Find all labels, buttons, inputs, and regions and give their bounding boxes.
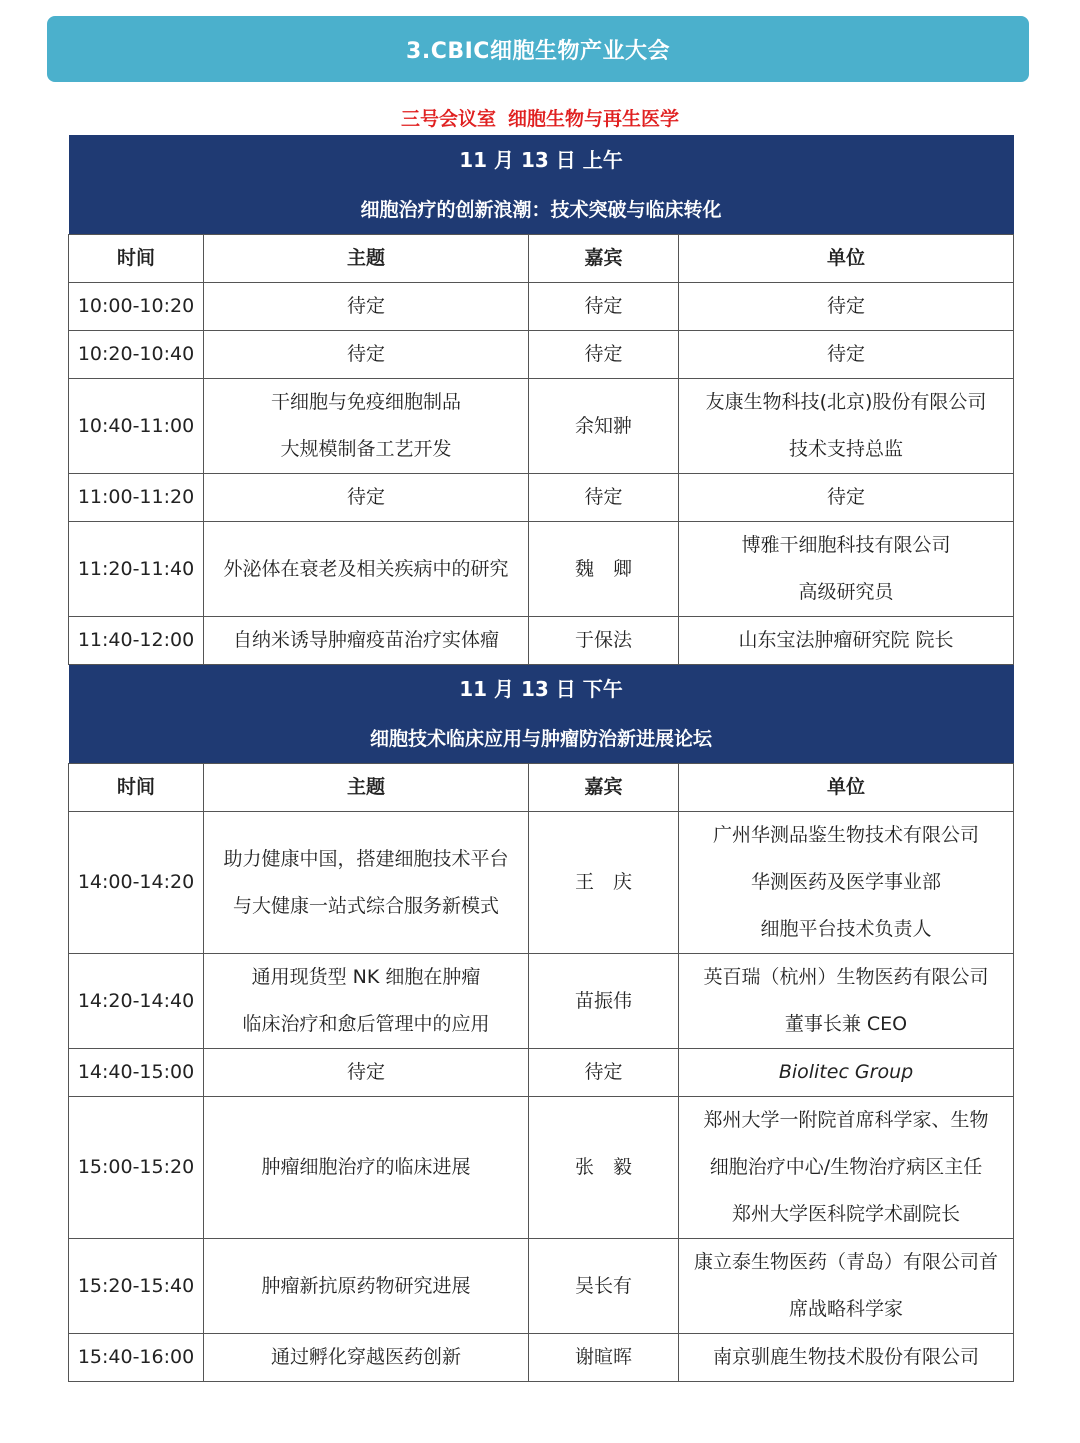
- time-cell: 10:40-11:00: [69, 379, 204, 474]
- table-header-row: [69, 235, 1014, 283]
- topic-cell: [204, 812, 529, 954]
- speaker-cell: 吴长有: [529, 1239, 679, 1334]
- session-title: 细胞治疗的创新浪潮：技术突破与临床转化: [69, 186, 1014, 235]
- time-cell: 15:20-15:40: [69, 1239, 204, 1334]
- table-row: [69, 474, 1014, 522]
- session-date-band: [69, 665, 1014, 715]
- org-cell: [679, 1097, 1014, 1239]
- speaker-cell: 王 庆: [529, 812, 679, 954]
- session-date: 11 月 13 日 上午: [69, 136, 1014, 186]
- org-cell-line: 英百瑞（杭州）生物医药有限公司: [703, 966, 989, 988]
- org-cell-line: 细胞治疗中心/生物治疗病区主任: [709, 1156, 983, 1178]
- topic-cell-line: 通过孵化穿越医药创新: [270, 1346, 461, 1368]
- speaker-cell: 苗振伟: [529, 954, 679, 1049]
- topic-cell-line: 自纳米诱导肿瘤疫苗治疗实体瘤: [232, 629, 499, 651]
- header-time: 时间: [69, 764, 204, 812]
- time-cell: 11:00-11:20: [69, 474, 204, 522]
- topic-cell: [204, 617, 529, 665]
- header-speaker: 嘉宾: [529, 235, 679, 283]
- topic-cell: [204, 1097, 529, 1239]
- header-topic: 主题: [204, 235, 529, 283]
- table-row: [69, 379, 1014, 474]
- session-date: 11 月 13 日 下午: [69, 665, 1014, 715]
- org-cell: [679, 617, 1014, 665]
- org-cell-line: 康立泰生物医药（青岛）有限公司首: [694, 1251, 999, 1273]
- header-org: 单位: [679, 235, 1014, 283]
- table-row: [69, 331, 1014, 379]
- time-cell: 14:40-15:00: [69, 1049, 204, 1097]
- org-cell: [679, 1334, 1014, 1382]
- org-cell-line: 席战略科学家: [789, 1298, 904, 1320]
- session-title-band: [69, 186, 1014, 235]
- org-cell: [679, 954, 1014, 1049]
- table-row: [69, 1097, 1014, 1239]
- topic-cell-line: 外泌体在衰老及相关疾病中的研究: [223, 557, 509, 580]
- time-cell: 14:20-14:40: [69, 954, 204, 1049]
- org-cell-line: 待定: [827, 295, 866, 317]
- org-cell-line: 山东宝法肿瘤研究院 院长: [738, 629, 954, 651]
- org-cell: [679, 331, 1014, 379]
- table-row: [69, 1239, 1014, 1334]
- speaker-cell: 待定: [529, 331, 679, 379]
- room-topic: 细胞生物与再生医学: [508, 108, 680, 130]
- org-cell-line: 细胞平台技术负责人: [760, 918, 932, 940]
- org-cell-line: 郑州大学一附院首席科学家、生物: [703, 1109, 989, 1131]
- topic-cell: [204, 522, 529, 617]
- org-cell-line: Biolitec Group: [778, 1061, 914, 1083]
- table-header-row: [69, 764, 1014, 812]
- topic-cell: [204, 283, 529, 331]
- time-cell: 11:20-11:40: [69, 522, 204, 617]
- topic-cell-line: 大规模制备工艺开发: [280, 438, 452, 460]
- org-cell-line: 技术支持总监: [789, 438, 904, 460]
- table-row: [69, 812, 1014, 954]
- topic-cell: [204, 954, 529, 1049]
- session-date-band: [69, 136, 1014, 186]
- table-row: [69, 1049, 1014, 1097]
- table-row: [69, 522, 1014, 617]
- topic-cell: [204, 1049, 529, 1097]
- org-cell-line: 董事长兼 CEO: [784, 1013, 908, 1035]
- schedule-table: [68, 135, 1014, 1382]
- org-cell-line: 待定: [827, 486, 866, 508]
- topic-cell-line: 待定: [346, 295, 385, 317]
- org-cell: [679, 1239, 1014, 1334]
- org-cell-line: 待定: [827, 343, 866, 365]
- topic-cell: [204, 1239, 529, 1334]
- time-cell: 11:40-12:00: [69, 617, 204, 665]
- time-cell: 14:00-14:20: [69, 812, 204, 954]
- room-name: 三号会议室: [400, 108, 496, 130]
- speaker-cell: 待定: [529, 474, 679, 522]
- org-cell-line: 郑州大学医科院学术副院长: [732, 1203, 961, 1225]
- header-topic: 主题: [204, 764, 529, 812]
- time-cell: 15:00-15:20: [69, 1097, 204, 1239]
- org-cell-line: 南京驯鹿生物技术股份有限公司: [713, 1346, 980, 1368]
- topic-cell: [204, 331, 529, 379]
- speaker-cell: 待定: [529, 1049, 679, 1097]
- topic-cell: [204, 1334, 529, 1382]
- topic-cell-line: 助力健康中国，搭建细胞技术平台: [223, 847, 509, 870]
- table-row: [69, 283, 1014, 331]
- session-title-band: [69, 715, 1014, 764]
- topic-cell-line: 通用现货型 NK 细胞在肿瘤: [251, 966, 481, 988]
- org-cell-line: 博雅干细胞科技有限公司: [741, 534, 951, 556]
- org-cell-line: 广州华测品鉴生物技术有限公司: [713, 824, 980, 846]
- header-org: 单位: [679, 764, 1014, 812]
- org-cell: [679, 379, 1014, 474]
- org-cell-line: 高级研究员: [798, 581, 894, 603]
- speaker-cell: 余知翀: [529, 379, 679, 474]
- topic-cell-line: 待定: [346, 1061, 385, 1083]
- org-cell: [679, 1049, 1014, 1097]
- table-row: [69, 617, 1014, 665]
- time-cell: 10:20-10:40: [69, 331, 204, 379]
- org-cell: [679, 474, 1014, 522]
- time-cell: 10:00-10:20: [69, 283, 204, 331]
- org-cell-line: 华测医药及医学事业部: [751, 871, 942, 893]
- room-subtitle: [0, 104, 1080, 134]
- topic-cell-line: 待定: [346, 486, 385, 508]
- org-cell: [679, 812, 1014, 954]
- table-row: [69, 954, 1014, 1049]
- conference-banner: [47, 16, 1029, 82]
- topic-cell: [204, 474, 529, 522]
- conference-title: 3.CBIC细胞生物产业大会: [406, 38, 670, 64]
- org-cell-line: 友康生物科技(北京)股份有限公司: [705, 391, 987, 413]
- table-row: [69, 1334, 1014, 1382]
- session-title: 细胞技术临床应用与肿瘤防治新进展论坛: [69, 715, 1014, 764]
- header-speaker: 嘉宾: [529, 764, 679, 812]
- topic-cell-line: 待定: [346, 343, 385, 365]
- time-cell: 15:40-16:00: [69, 1334, 204, 1382]
- topic-cell-line: 干细胞与免疫细胞制品: [270, 391, 461, 413]
- speaker-cell: 魏 卿: [529, 522, 679, 617]
- header-time: 时间: [69, 235, 204, 283]
- speaker-cell: 于保法: [529, 617, 679, 665]
- speaker-cell: 谢暄晖: [529, 1334, 679, 1382]
- speaker-cell: 张 毅: [529, 1097, 679, 1239]
- speaker-cell: 待定: [529, 283, 679, 331]
- org-cell: [679, 283, 1014, 331]
- topic-cell: [204, 379, 529, 474]
- topic-cell-line: 临床治疗和愈后管理中的应用: [242, 1013, 490, 1035]
- topic-cell-line: 与大健康一站式综合服务新模式: [232, 894, 499, 917]
- topic-cell-line: 肿瘤新抗原药物研究进展: [261, 1274, 471, 1297]
- topic-cell-line: 肿瘤细胞治疗的临床进展: [261, 1156, 471, 1178]
- org-cell: [679, 522, 1014, 617]
